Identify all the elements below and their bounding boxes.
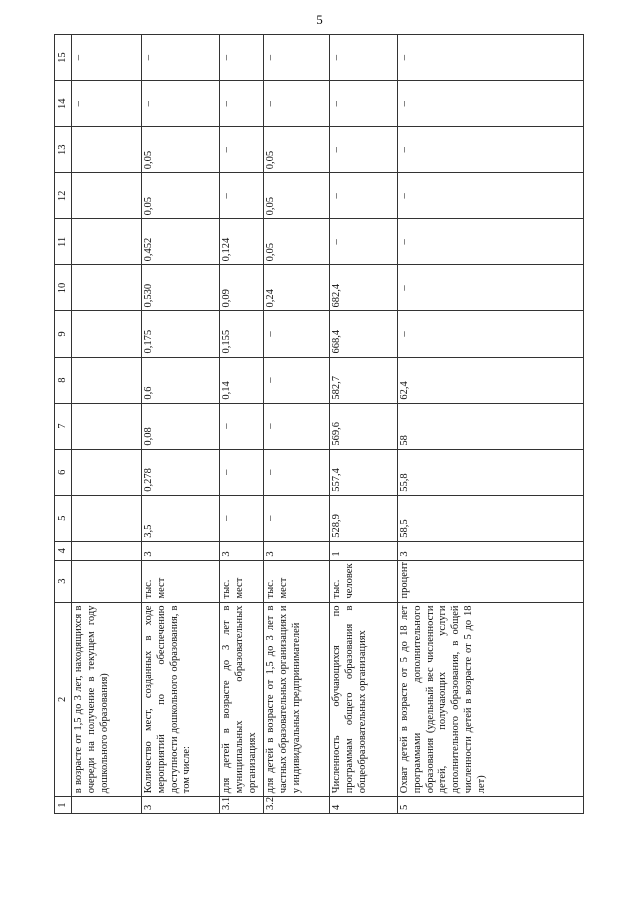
table-row (142, 35, 220, 814)
value-cell: – (72, 35, 142, 81)
unit-cell: тыс. мест (264, 560, 330, 602)
value-cell: – (264, 357, 330, 403)
value-cell: 1 (330, 541, 398, 560)
value-cell: 682,4 (330, 265, 398, 311)
indicators-table (54, 34, 584, 814)
value-cell: 0,09 (220, 265, 264, 311)
value-cell: 557,4 (330, 449, 398, 495)
value-cell (72, 173, 142, 219)
value-cell: – (72, 81, 142, 127)
header-cell: 5 (55, 495, 72, 541)
table-row (398, 35, 584, 814)
value-cell: 3,5 (142, 495, 220, 541)
value-cell: 0,05 (264, 127, 330, 173)
value-cell: 3 (220, 541, 264, 560)
value-cell: 582,7 (330, 357, 398, 403)
header-cell: 14 (55, 81, 72, 127)
page-number: 5 (316, 12, 323, 27)
value-cell: 0,175 (142, 311, 220, 357)
value-cell: 62,4 (398, 357, 584, 403)
header-cell: 10 (55, 265, 72, 311)
header-cell: 1 (55, 797, 72, 814)
value-cell: 3 (142, 541, 220, 560)
value-cell: 668,4 (330, 311, 398, 357)
value-cell: 0,6 (142, 357, 220, 403)
rotated-table-container (54, 34, 584, 814)
row-number (72, 797, 142, 814)
value-cell (72, 219, 142, 265)
table-row (264, 35, 330, 814)
unit-cell: тыс. мест (220, 560, 264, 602)
value-cell: – (330, 127, 398, 173)
value-cell: 0,05 (142, 127, 220, 173)
header-cell: 11 (55, 219, 72, 265)
value-cell: – (264, 495, 330, 541)
value-cell: 55,8 (398, 449, 584, 495)
value-cell: – (398, 265, 584, 311)
value-cell: – (398, 173, 584, 219)
value-cell: – (398, 35, 584, 81)
value-cell: – (398, 81, 584, 127)
value-cell: 0,155 (220, 311, 264, 357)
value-cell: 0,530 (142, 265, 220, 311)
value-cell: – (220, 127, 264, 173)
value-cell: 0,24 (264, 265, 330, 311)
value-cell: – (142, 35, 220, 81)
value-cell (72, 127, 142, 173)
value-cell (72, 265, 142, 311)
header-cell: 3 (55, 560, 72, 602)
value-cell: – (330, 81, 398, 127)
unit-cell: тыс. человек (330, 560, 398, 602)
table-row (220, 35, 264, 814)
indicator-name: Охват детей в возрасте от 5 до 18 лет программами дополнительного образования (удельный вес численности детей, получающих услуги дополнительного образования, в общей численности детей в возрасте от 5 до 18 лет) (398, 602, 584, 797)
header-cell: 9 (55, 311, 72, 357)
value-cell: – (264, 403, 330, 449)
value-cell (72, 495, 142, 541)
value-cell: – (264, 81, 330, 127)
row-number: 5 (398, 797, 584, 814)
value-cell (72, 403, 142, 449)
value-cell (72, 449, 142, 495)
value-cell: – (220, 403, 264, 449)
indicator-name: Численность обучающихся по программам общего образования в общеобразовательных организациях (330, 602, 398, 797)
value-cell: 3 (264, 541, 330, 560)
value-cell: 0,14 (220, 357, 264, 403)
indicator-name: для детей в возрасте до 3 лет в муниципальных образовательных организациях (220, 602, 264, 797)
unit-cell: тыс. мест (142, 560, 220, 602)
value-cell: 569,6 (330, 403, 398, 449)
value-cell (72, 311, 142, 357)
indicator-name: для детей в возрасте от 1,5 до 3 лет в частных образовательных организациях и у индивидуальных предпринимателей (264, 602, 330, 797)
unit-cell (72, 560, 142, 602)
value-cell: – (220, 449, 264, 495)
value-cell: – (330, 219, 398, 265)
value-cell: – (264, 449, 330, 495)
value-cell: – (142, 81, 220, 127)
table-row (72, 35, 142, 814)
table-row (330, 35, 398, 814)
value-cell: – (220, 81, 264, 127)
header-cell: 13 (55, 127, 72, 173)
value-cell: 0,05 (142, 173, 220, 219)
indicator-name: Количество мест, созданных в ходе мероприятий по обеспечению доступности дошкольного образования, в том числе: (142, 602, 220, 797)
value-cell: – (398, 219, 584, 265)
header-cell: 4 (55, 541, 72, 560)
value-cell: – (220, 35, 264, 81)
row-number: 3.2 (264, 797, 330, 814)
unit-cell: процент (398, 560, 584, 602)
header-row (55, 35, 72, 814)
row-number: 3 (142, 797, 220, 814)
value-cell: – (398, 311, 584, 357)
value-cell: – (330, 35, 398, 81)
value-cell (72, 541, 142, 560)
header-cell: 15 (55, 35, 72, 81)
row-number: 3.1 (220, 797, 264, 814)
value-cell: 0,124 (220, 219, 264, 265)
value-cell: – (220, 495, 264, 541)
value-cell: 0,05 (264, 173, 330, 219)
value-cell: – (264, 35, 330, 81)
header-cell: 6 (55, 449, 72, 495)
header-cell: 2 (55, 602, 72, 797)
value-cell: – (220, 173, 264, 219)
value-cell: 3 (398, 541, 584, 560)
row-number: 4 (330, 797, 398, 814)
value-cell: – (398, 127, 584, 173)
value-cell: 58,5 (398, 495, 584, 541)
value-cell: 528,9 (330, 495, 398, 541)
value-cell (72, 357, 142, 403)
value-cell: 0,08 (142, 403, 220, 449)
value-cell: 0,05 (264, 219, 330, 265)
indicator-name: в возрасте от 1,5 до 3 лет, находящихся в очереди на получение в текущем году дошкольного образования) (72, 602, 142, 797)
value-cell: 58 (398, 403, 584, 449)
header-cell: 8 (55, 357, 72, 403)
value-cell: 0,278 (142, 449, 220, 495)
header-cell: 12 (55, 173, 72, 219)
value-cell: 0,452 (142, 219, 220, 265)
value-cell: – (330, 173, 398, 219)
value-cell: – (264, 311, 330, 357)
header-cell: 7 (55, 403, 72, 449)
